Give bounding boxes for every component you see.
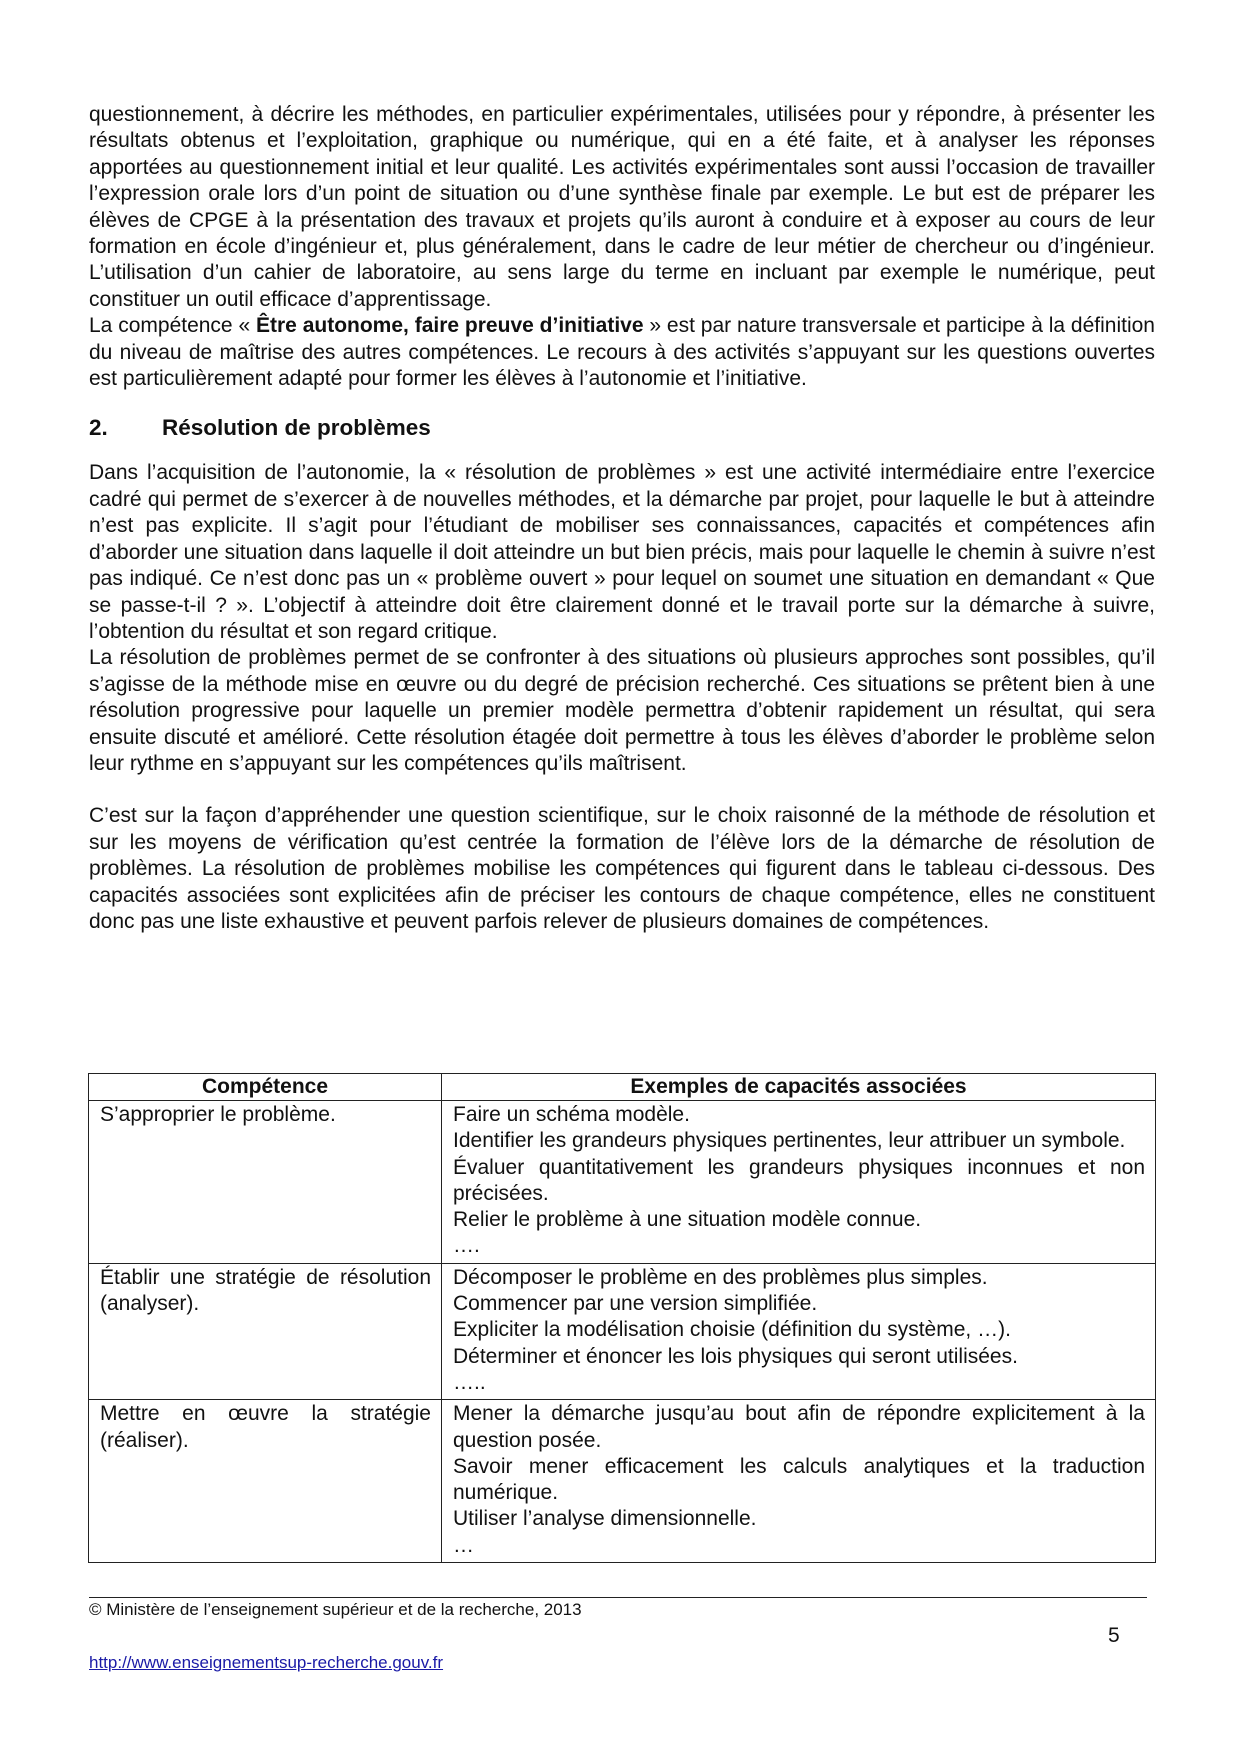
section-paragraph-3: C’est sur la façon d’appréhender une question scientifique, sur le choix raisonné de la méthode de résolution et sur les moyens de vérification qu’est centrée la formation de l’élève lors de la démarche de résolution de problèmes. La résolution de problèmes mobilise les compétences qui figurent dans le tableau ci-dessous. Des capacités associées sont explicitées afin de préciser les contours de chaque compétence, elles ne constituent donc pas une liste exhaustive et peuvent parfois relever de plusieurs domaines de compétences.: [89, 804, 1155, 933]
intro-p2-before: La compétence «: [89, 314, 256, 338]
capacite-item: Relier le problème à une situation modèle connue.: [453, 1208, 922, 1232]
competence-cell: Établir une stratégie de résolution (analyser).: [89, 1263, 442, 1399]
competence-cell: Mettre en œuvre la stratégie (réaliser).: [89, 1400, 442, 1563]
table-header-row: [89, 1074, 1156, 1101]
competence-autonomie-bold: Être autonome, faire preuve d’initiative: [256, 314, 644, 338]
capacite-item: Expliciter la modélisation choisie (définition du système, …).: [453, 1318, 1011, 1342]
capacite-item: Faire un schéma modèle.: [453, 1103, 690, 1126]
capacite-item: Déterminer et énoncer les lois physiques qui seront utilisées.: [453, 1344, 1018, 1368]
capacite-item: Décomposer le problème en des problèmes plus simples.: [453, 1265, 988, 1289]
capacite-item: Identifier les grandeurs physiques pertinentes, leur attribuer un symbole.: [453, 1129, 1126, 1153]
capacite-item: Évaluer quantitativement les grandeurs physiques inconnues et non précisées.: [453, 1155, 1145, 1205]
table-row: [89, 1400, 1156, 1563]
section-paragraph-2: La résolution de problèmes permet de se confronter à des situations où plusieurs approches sont possibles, qu’il s’agisse de la méthode mise en œuvre ou du degré de précision recherché. Ces situations se prêtent bien à une résolution progressive pour laquelle un premier modèle permettra d’obtenir rapidement un résultat, qui sera ensuite discuté et amélioré. Cette résolution étagée doit permettre à tous les élèves d’aborder le problème selon leur rythme en s’appuyant sur les compétences qu’ils maîtrisent.: [89, 646, 1155, 775]
section-heading: [89, 414, 1155, 442]
capacites-cell: [442, 1263, 1156, 1399]
capacite-item: Commencer par une version simplifiée.: [453, 1292, 818, 1316]
header-competence: Compétence: [89, 1074, 442, 1101]
table-row: [89, 1101, 1156, 1264]
capacite-item: Savoir mener efficacement les calculs analytiques et la traduction numérique.: [453, 1454, 1145, 1505]
capacite-item: Utiliser l’analyse dimensionnelle.: [453, 1507, 757, 1531]
document-body: [89, 102, 1155, 935]
section-number: 2.: [89, 415, 108, 441]
capacite-item: Mener la démarche jusqu’au bout afin de répondre explicitement à la question posée.: [453, 1402, 1145, 1452]
footer-url-link[interactable]: http://www.enseignementsup-recherche.gouv.fr: [89, 1653, 444, 1672]
intro-paragraph-2: [89, 313, 1155, 392]
capacite-item: ….: [453, 1234, 480, 1258]
section-title: Résolution de problèmes: [162, 415, 431, 441]
footer-divider: [89, 1597, 1147, 1598]
paragraph-spacer: [89, 777, 1155, 803]
competence-cell: S’approprier le problème.: [89, 1101, 442, 1264]
capacites-cell: [442, 1400, 1156, 1563]
page-number: 5: [1108, 1624, 1120, 1647]
section-paragraph-1: Dans l’acquisition de l’autonomie, la « résolution de problèmes » est une activité intermédiaire entre l’exercice cadré qui permet de s’exercer à de nouvelles méthodes, et la démarche par projet, pour laquelle le but à atteindre n’est pas explicite. Il s’agit pour l’étudiant de mobiliser ses connaissances, capacités et compétences afin d’aborder une situation dans laquelle il doit atteindre un but bien précis, mais pour laquelle le chemin à suivre n’est pas indiqué. Ce n’est donc pas un « problème ouvert » pour lequel on soumet une situation en demandant « Que se passe-t-il ? ». L’objectif à atteindre doit être clairement donné et le travail porte sur la démarche à suivre, l’obtention du résultat et son regard critique.: [89, 461, 1155, 643]
capacite-item: …..: [453, 1370, 486, 1394]
intro-p2-after: » est par nature transversale et participe à la définition du niveau de maîtrise des autres compétences. Le recours à des activités s’appuyant sur les questions ouvertes est particulièrement adapté pour former les élèves à l’autonomie et l’initiative.: [89, 314, 1155, 391]
capacite-item: …: [453, 1533, 474, 1557]
intro-paragraph-1: questionnement, à décrire les méthodes, en particulier expérimentales, utilisées pour y répondre, à présenter les résultats obtenus et l’exploitation, graphique ou numérique, qui en a été faite, et à analyser les réponses apportées au questionnement initial et leur qualité. Les activités expérimentales sont aussi l’occasion de travailler l’expression orale lors d’un point de situation ou d’une synthèse finale par exemple. Le but est de préparer les élèves de CPGE à la présentation des travaux et projets qu’ils auront à conduire et à exposer au cours de leur formation en école d’ingénieur et, plus généralement, dans le cadre de leur métier de chercheur ou d’ingénieur. L’utilisation d’un cahier de laboratoire, au sens large du terme en incluant par exemple le numérique, peut constituer un outil efficace d’apprentissage.: [89, 103, 1155, 311]
table-row: [89, 1263, 1156, 1399]
competences-table: [88, 1073, 1156, 1563]
header-capacites: Exemples de capacités associées: [442, 1074, 1156, 1101]
footer-copyright: © Ministère de l’enseignement supérieur et de la recherche, 2013: [89, 1600, 582, 1619]
capacites-cell: [442, 1101, 1156, 1264]
